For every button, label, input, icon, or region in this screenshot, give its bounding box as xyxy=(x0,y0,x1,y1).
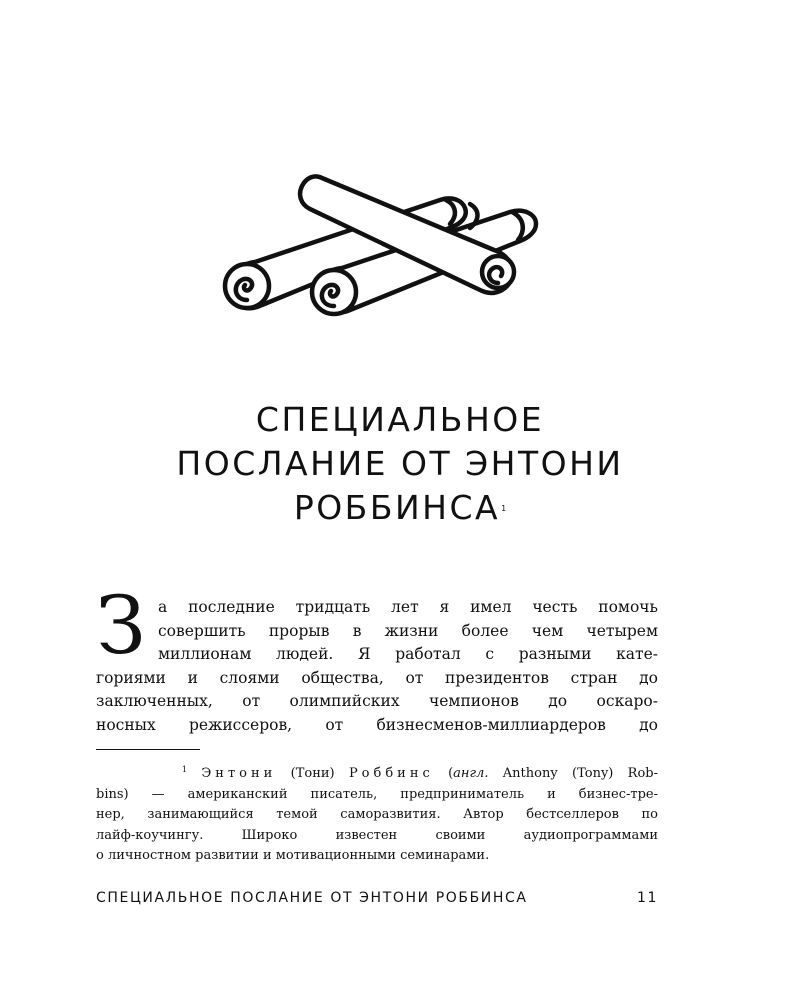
footnote-line: лайф-коучингу. Широко известен своими аудиопрограммами xyxy=(96,827,658,843)
body-line: гориями и слоями общества, от президентов стран до xyxy=(96,668,658,687)
footnote-line: $^1$ Энтони (Тони) Роббинс (англ. Anthony (Tony) Rob- xyxy=(181,765,659,781)
body-line: заключенных, от олимпийских чемпионов до оскаро- xyxy=(96,692,658,710)
chapter-title-line: ПОСЛАНИЕ ОТ ЭНТОНИ xyxy=(176,444,624,483)
footnote-line: bins) — американский писатель, предприниматель и бизнес-тре- xyxy=(96,786,658,802)
footnote-line: нер, занимающийся темой саморазвития. Автор бестселлеров по xyxy=(96,807,658,822)
page-number: 11 xyxy=(636,890,658,906)
chapter-title xyxy=(80,398,720,531)
body-paragraph xyxy=(96,596,658,737)
chapter-title-line xyxy=(80,486,720,531)
body-line: совершить прорыв в жизни более чем четырем xyxy=(158,621,658,640)
cinnamon-sticks-icon xyxy=(200,160,560,330)
page-footer xyxy=(96,890,658,906)
body-line: миллионам людей. Я работал с разными кате- xyxy=(158,645,658,663)
footnote-nickname: (Тони) xyxy=(290,766,335,781)
footnote-lang-abbr: англ. xyxy=(453,766,489,781)
footnote-marker: 1 xyxy=(181,765,187,774)
footnote-surname: Роббинс xyxy=(348,766,434,781)
running-title: СПЕЦИАЛЬНОЕ ПОСЛАНИЕ ОТ ЭНТОНИ РОББИНСА xyxy=(96,890,528,906)
footnote-line: о личностном развитии и мотивационными семинарами. xyxy=(96,848,490,863)
body-line: носных режиссеров, от бизнесменов-миллиардеров до xyxy=(96,715,658,734)
footnote-divider xyxy=(96,749,200,750)
footnote-name: Энтони xyxy=(201,766,277,781)
chapter-title-line-text: РОББИНСА xyxy=(293,488,501,527)
drop-cap: З xyxy=(96,579,146,672)
footnote-original-name: Anthony (Tony) Rob- xyxy=(502,766,659,781)
footnote-reference[interactable]: 1 xyxy=(501,504,507,513)
chapter-title-line: СПЕЦИАЛЬНОЕ xyxy=(255,400,545,439)
body-line: а последние тридцать лет я имел честь помочь xyxy=(158,598,658,616)
footnote xyxy=(96,760,658,867)
